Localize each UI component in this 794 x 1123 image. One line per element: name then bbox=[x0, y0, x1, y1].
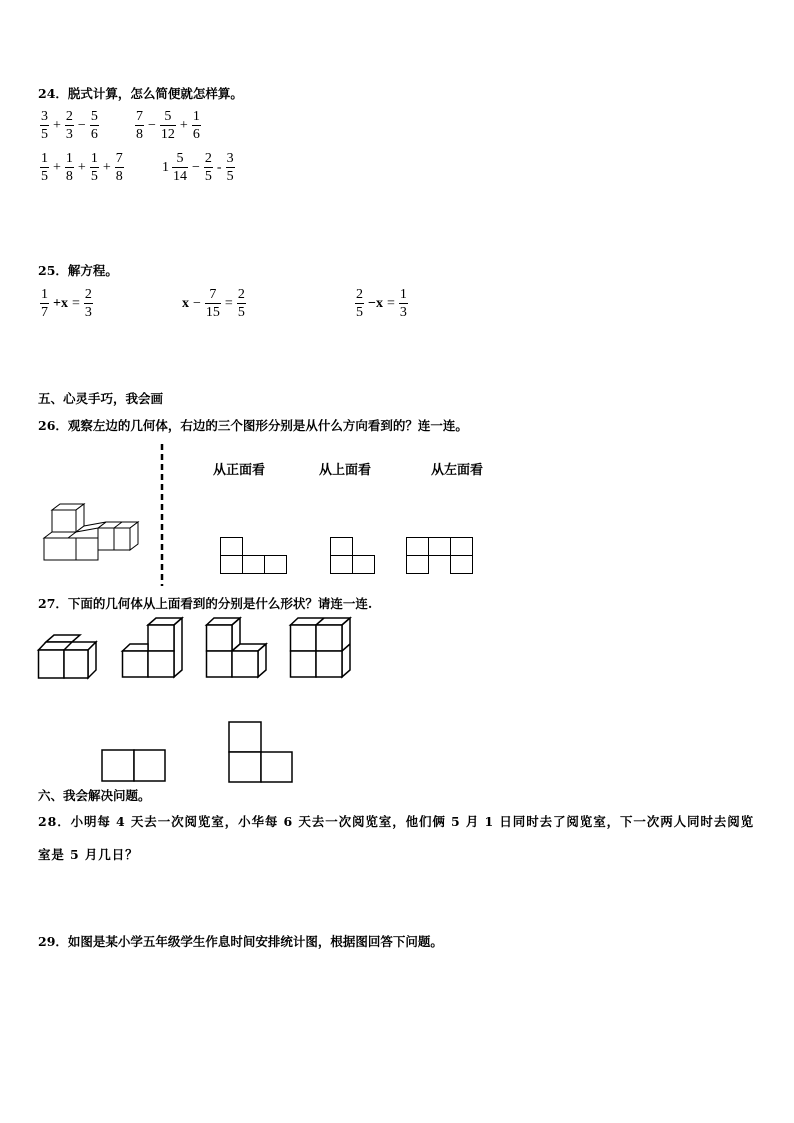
fraction: $\frac{1}{6}$ bbox=[192, 109, 200, 142]
q24-expression-4: 1 $\frac{5}{14}$ − $\frac{2}{5}$ - $\frac{3}{5}$ bbox=[162, 151, 234, 184]
fraction: $\frac{7}{8}$ bbox=[136, 109, 143, 142]
q25-equation-3: $\frac{2}{5}$ −x = $\frac{1}{3}$ bbox=[356, 287, 407, 320]
question-28-line-2: 室是 5 月几日？ bbox=[38, 847, 139, 862]
q26-view-grid-3 bbox=[406, 537, 474, 575]
fraction: $\frac{1}{5}$ bbox=[90, 151, 98, 184]
fraction: $\frac{1}{7}$ bbox=[41, 287, 48, 320]
fraction: $\frac{1}{8}$ bbox=[65, 151, 73, 184]
q25-equation-1: $\frac{1}{7}$ +x = $\frac{2}{3}$ bbox=[41, 287, 92, 320]
q27-solid-4 bbox=[290, 617, 352, 679]
question-24-title: 24．脱式计算，怎么简便就怎样算。 bbox=[38, 86, 243, 101]
fraction: $\frac{2}{5}$ bbox=[356, 287, 363, 320]
q24-expression-2: $\frac{7}{8}$ − $\frac{5}{12}$ + $\frac{1}{6}$ bbox=[136, 109, 200, 142]
q26-view-grid-1 bbox=[220, 537, 288, 575]
fraction: $\frac{3}{5}$ bbox=[226, 151, 234, 184]
fraction: $\frac{5}{12}$ bbox=[160, 109, 175, 142]
view-label-front: 从正面看 bbox=[213, 463, 266, 478]
view-label-left: 从左面看 bbox=[431, 463, 484, 478]
question-26-title: 26．观察左边的几何体，右边的三个图形分别是从什么方向看到的？连一连。 bbox=[38, 418, 468, 433]
fraction: $\frac{2}{3}$ bbox=[84, 287, 92, 320]
q27-solid-2 bbox=[122, 617, 184, 679]
q27-shape-b bbox=[228, 721, 294, 784]
section-6-heading: 六、我会解决问题。 bbox=[38, 788, 151, 803]
q27-solid-1 bbox=[38, 634, 102, 680]
fraction: $\frac{2}{5}$ bbox=[237, 287, 245, 320]
fraction: $\frac{7}{8}$ bbox=[115, 151, 123, 184]
fraction: $\frac{1}{5}$ bbox=[41, 151, 48, 184]
q24-expression-1: $\frac{3}{5}$ + $\frac{2}{3}$ − $\frac{5}{6}$ bbox=[41, 109, 98, 142]
q27-shape-a bbox=[101, 749, 167, 783]
q27-solid-3 bbox=[206, 617, 268, 679]
fraction: $\frac{5}{14}$ bbox=[173, 151, 187, 184]
question-27-title: 27．下面的几何体从上面看到的分别是什么形状？请连一连. bbox=[38, 596, 373, 611]
question-28-line-1: 28．小明每 4 天去一次阅览室，小华每 6 天去一次阅览室，他们俩 5 月 1 日同时去了阅览室，下一次两人同时去阅览 bbox=[38, 814, 755, 829]
q25-equation-2: x − $\frac{7}{15}$ = $\frac{2}{5}$ bbox=[182, 287, 245, 320]
q26-view-grid-2 bbox=[330, 537, 376, 575]
section-5-heading: 五、心灵手巧，我会画 bbox=[38, 391, 164, 406]
question-25-title: 25．解方程。 bbox=[38, 263, 118, 278]
q26-solid-figure bbox=[40, 500, 140, 562]
fraction: $\frac{5}{6}$ bbox=[90, 109, 98, 142]
view-label-top: 从上面看 bbox=[319, 463, 372, 478]
fraction: $\frac{7}{15}$ bbox=[205, 287, 220, 320]
fraction: $\frac{3}{5}$ bbox=[41, 109, 48, 142]
question-29-title: 29．如图是某小学五年级学生作息时间安排统计图，根据图回答下问题。 bbox=[38, 934, 443, 949]
q24-expression-3: $\frac{1}{5}$ + $\frac{1}{8}$ + $\frac{1}{5}$ + $\frac{7}{8}$ bbox=[41, 151, 123, 184]
dashed-divider bbox=[160, 444, 164, 586]
fraction: $\frac{2}{5}$ bbox=[204, 151, 212, 184]
fraction: $\frac{1}{3}$ bbox=[399, 287, 407, 320]
fraction: $\frac{2}{3}$ bbox=[65, 109, 73, 142]
